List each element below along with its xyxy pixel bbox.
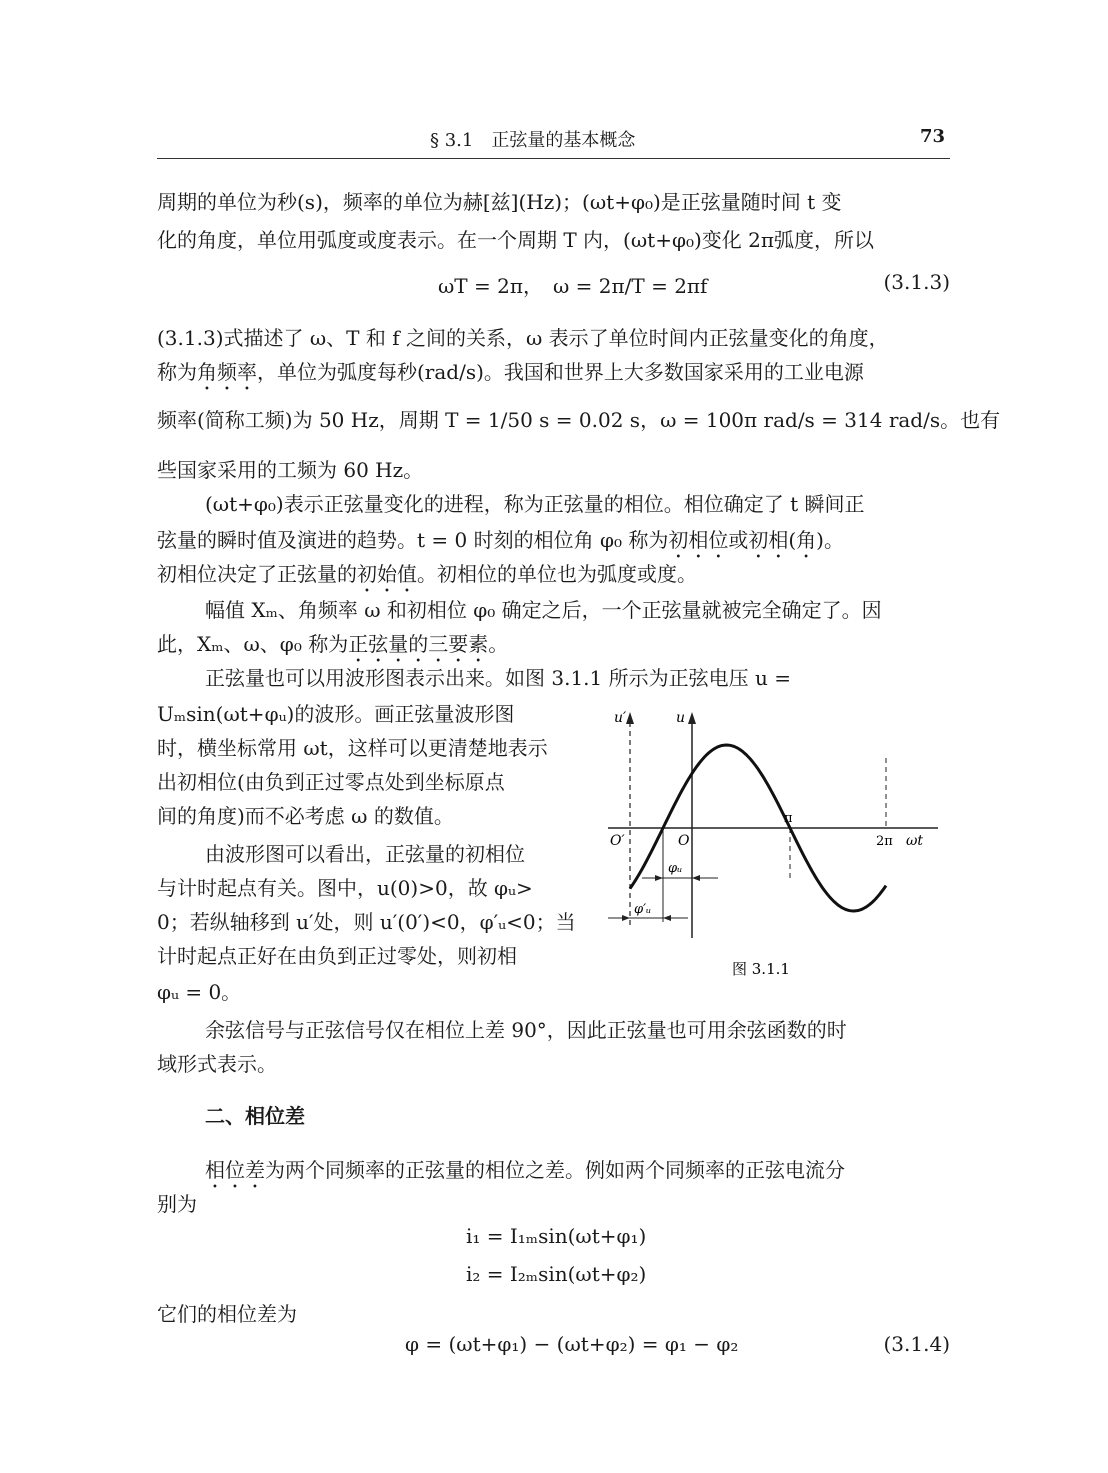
text-line: 正弦量也可以用波形图表示出来。如图 3.1.1 所示为正弦电压 u = [205, 666, 791, 690]
text-line: 它们的相位差为 [157, 1302, 297, 1326]
text-span: 。 [488, 632, 509, 656]
label-omega-t: ωt [906, 833, 924, 849]
text-line: 与计时起点有关。图中，u(0)>0，故 φᵤ> [157, 876, 533, 900]
section-heading: 二、相位差 [205, 1104, 305, 1128]
label-o: O [678, 833, 690, 849]
text-span: ，单位为弧度每秒(rad/s)。我国和世界上大多数国家采用的工业电源 [257, 360, 864, 384]
equation-i2: i₂ = I₂ₘsin(ωt+φ₂) [466, 1262, 647, 1286]
text-line: 些国家采用的工频为 60 Hz。 [157, 458, 424, 482]
emphasized-term: 初相位 [668, 528, 729, 552]
text-span: 或 [728, 528, 749, 552]
text-line: 化的角度，单位用弧度或度表示。在一个周期 T 内，(ωt+φ₀)变化 2π弧度，所以 [157, 228, 875, 252]
label-phi-u: φᵤ [668, 861, 683, 876]
figure-caption: 图 3.1.1 [732, 960, 790, 978]
header-rule [157, 158, 950, 159]
running-header-title: § 3.1 正弦量的基本概念 [430, 130, 636, 151]
label-u-prime: u′ [614, 710, 627, 726]
label-two-pi: 2π [876, 834, 893, 849]
text-span: 称为 [157, 360, 197, 384]
text-line: 间的角度)而不必考虑 ω 的数值。 [157, 804, 454, 828]
text-line: 幅值 Xₘ、角频率 ω 和初相位 φ₀ 确定之后，一个正弦量就被完全确定了。因 [205, 598, 882, 622]
text-line: 计时起点正好在由负到正过零处，则初相 [157, 944, 517, 968]
sine-waveform-figure [600, 700, 950, 990]
text-line: Uₘsin(ωt+φᵤ)的波形。画正弦量波形图 [157, 702, 515, 726]
text-line: 余弦信号与正弦信号仅在相位上差 90°，因此正弦量也可用余弦函数的时 [205, 1018, 847, 1042]
text-span: 。 [823, 528, 844, 552]
text-line: 时，横坐标常用 ωt，这样可以更清楚地表示 [157, 736, 548, 760]
emphasized-term: 正弦量的三要素 [348, 632, 489, 656]
phi-u-prime-arrow-left [622, 915, 630, 921]
emphasized-term: 相位差 [205, 1158, 265, 1182]
text-span: 此，Xₘ、ω、φ₀ 称为 [157, 632, 349, 656]
equation-3-1-3: ωT = 2π， ω = 2π/T = 2πf [438, 274, 708, 298]
phi-u-arrow-right [692, 875, 700, 881]
phi-u-prime-arrow-right [663, 915, 671, 921]
label-u: u [676, 710, 686, 726]
text-line: φᵤ = 0。 [157, 980, 242, 1004]
text-line: 域形式表示。 [157, 1052, 277, 1076]
label-phi-u-prime: φ′ᵤ [634, 902, 652, 917]
text-line [157, 558, 697, 597]
u-axis-arrow [688, 712, 696, 724]
text-line [157, 356, 864, 395]
emphasized-term: 角频率 [197, 360, 257, 384]
emphasized-term: 初始值 [357, 562, 417, 586]
phi-u-arrow-left [655, 875, 663, 881]
u-prime-axis-arrow [626, 712, 634, 724]
equation-number: (3.1.4) [883, 1332, 950, 1356]
text-line: 频率(简称工频)为 50 Hz，周期 T = 1/50 s = 0.02 s，ω = 100π rad/s = 314 rad/s。也有 [157, 408, 1001, 432]
text-span: 弦量的瞬时值及演进的趋势。t = 0 时刻的相位角 φ₀ 称为 [157, 528, 669, 552]
text-line: (ωt+φ₀)表示正弦量变化的进程，称为正弦量的相位。相位确定了 t 瞬间正 [205, 492, 865, 516]
equation-number: (3.1.3) [883, 270, 950, 294]
text-span: 为两个同频率的正弦量的相位之差。例如两个同频率的正弦电流分 [265, 1158, 845, 1182]
equation-3-1-4: φ = (ωt+φ₁) − (ωt+φ₂) = φ₁ − φ₂ [405, 1332, 739, 1356]
text-line: 0；若纵轴移到 u′处，则 u′(0′)<0，φ′ᵤ<0；当 [157, 910, 576, 934]
equation-i1: i₁ = I₁ₘsin(ωt+φ₁) [466, 1224, 647, 1248]
text-line: 周期的单位为秒(s)，频率的单位为赫[兹](Hz)；(ωt+φ₀)是正弦量随时间 t 变 [157, 190, 842, 214]
text-line [205, 1154, 845, 1193]
text-line: (3.1.3)式描述了 ω、T 和 f 之间的关系，ω 表示了单位时间内正弦量变化的角度， [157, 326, 889, 350]
text-span: 。初相位的单位也为弧度或度。 [417, 562, 697, 586]
page-number: 73 [920, 126, 946, 147]
text-line: 别为 [157, 1192, 197, 1216]
label-pi: π [784, 811, 793, 826]
text-line: 由波形图可以看出，正弦量的初相位 [205, 842, 525, 866]
label-o-prime: O′ [610, 833, 625, 849]
text-line: 出初相位(由负到正过零点处到坐标原点 [157, 770, 505, 794]
emphasized-term: 初相(角) [748, 528, 824, 552]
text-span: 初相位决定了正弦量的 [157, 562, 357, 586]
